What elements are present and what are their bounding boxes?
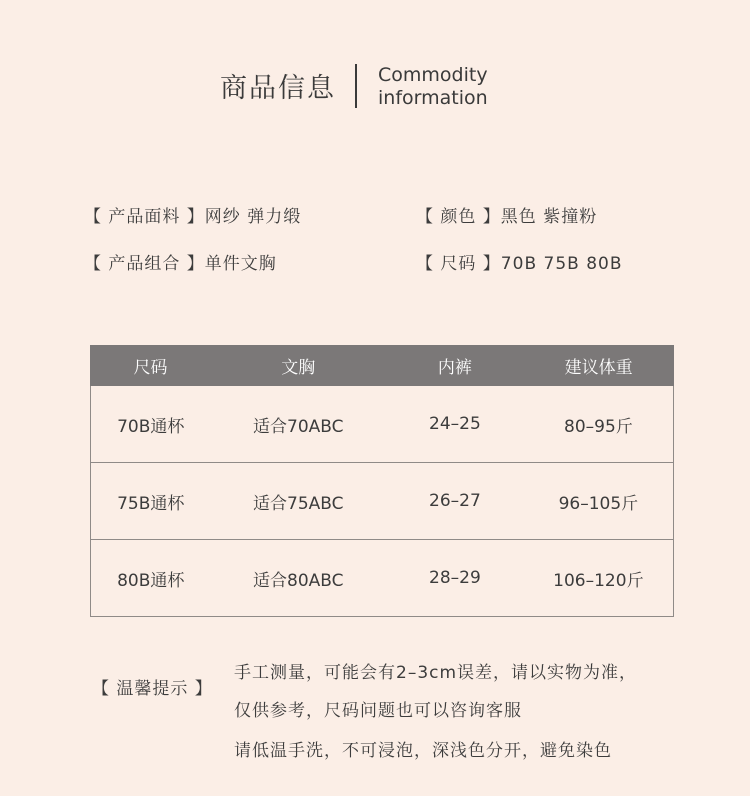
table-row bbox=[91, 540, 674, 617]
table-cell: 70B通杯 bbox=[91, 386, 211, 463]
table-cell: 适合80ABC bbox=[210, 540, 386, 617]
tips-line-2: 仅供参考，尺码问题也可以咨询客服 bbox=[234, 701, 522, 721]
table-cell: 80–95斤 bbox=[524, 386, 674, 463]
info-color: 【 颜色 】黑色 紫撞粉 bbox=[416, 207, 598, 227]
table-cell: 26–27 bbox=[386, 463, 524, 540]
table-cell: 75B通杯 bbox=[91, 463, 211, 540]
table-cell: 80B通杯 bbox=[91, 540, 211, 617]
info-fabric: 【 产品面料 】网纱 弹力缎 bbox=[84, 207, 302, 227]
tips-line-3: 请低温手洗，不可浸泡，深浅色分开，避免染色 bbox=[234, 741, 612, 761]
table-cell: 106–120斤 bbox=[524, 540, 674, 617]
size-table bbox=[90, 345, 674, 617]
header-size: 尺码 bbox=[91, 346, 211, 386]
header-bra: 文胸 bbox=[210, 346, 386, 386]
table-cell: 适合75ABC bbox=[210, 463, 386, 540]
table-row bbox=[91, 463, 674, 540]
page-title-en-line1: Commodity bbox=[378, 64, 488, 86]
table-cell: 28–29 bbox=[386, 540, 524, 617]
info-combo: 【 产品组合 】单件文胸 bbox=[84, 254, 277, 274]
tips-label: 【 温馨提示 】 bbox=[92, 679, 213, 699]
page-title-en-line2: information bbox=[378, 87, 488, 109]
tips-line-1: 手工测量，可能会有2–3cm误差，请以实物为准， bbox=[234, 663, 638, 683]
table-row bbox=[91, 386, 674, 463]
page-title-en bbox=[378, 64, 488, 110]
table-header-row bbox=[91, 346, 674, 386]
page-title-cn: 商品信息 bbox=[220, 73, 336, 104]
header-weight: 建议体重 bbox=[524, 346, 674, 386]
info-size: 【 尺码 】70B 75B 80B bbox=[416, 254, 623, 274]
table-cell: 适合70ABC bbox=[210, 386, 386, 463]
table-cell: 24–25 bbox=[386, 386, 524, 463]
title-divider bbox=[355, 64, 357, 108]
header-briefs: 内裤 bbox=[386, 346, 524, 386]
table-cell: 96–105斤 bbox=[524, 463, 674, 540]
